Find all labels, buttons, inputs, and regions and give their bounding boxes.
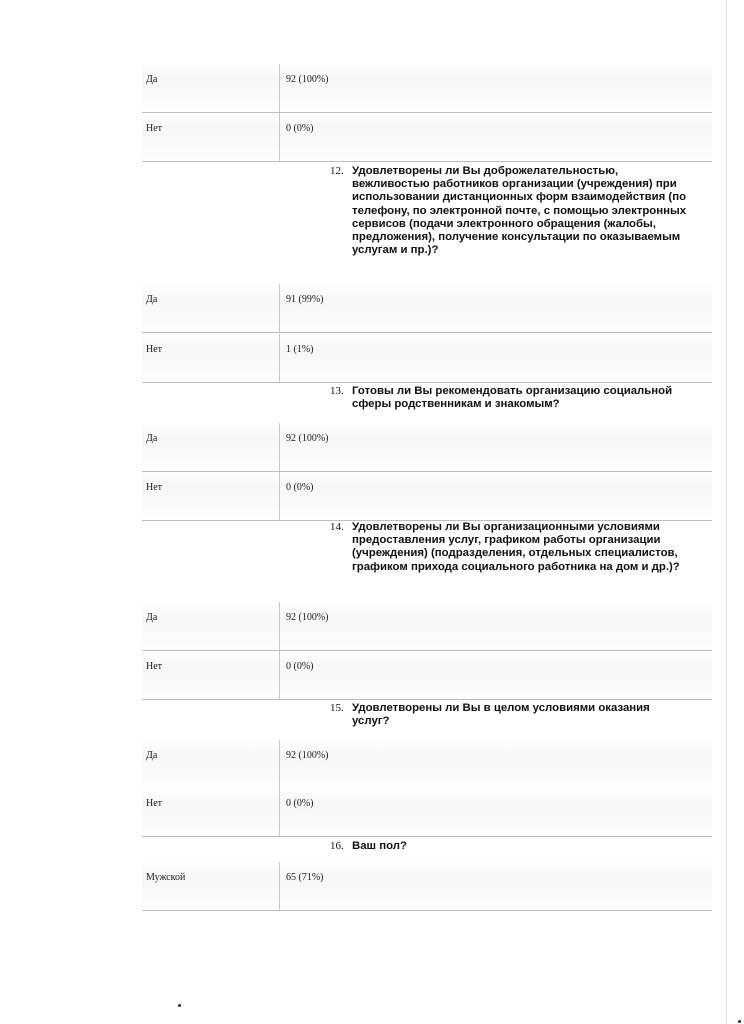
column-divider bbox=[279, 113, 280, 161]
answer-label: Да bbox=[146, 612, 158, 623]
answer-value: 0 (0%) bbox=[286, 661, 314, 672]
question-12 bbox=[330, 165, 690, 257]
question-text: Ваш пол? bbox=[352, 840, 407, 852]
question-text: Удовлетворены ли Вы организационными условиями предоставления услуг, графиком работы организации (учреждения) (подразделения, отдельных специалистов, графиком прихода социального работника на дом и др.)? bbox=[352, 521, 680, 573]
answer-value: 0 (0%) bbox=[286, 123, 314, 134]
answer-label: Да bbox=[146, 750, 158, 761]
question-number: 15. bbox=[330, 702, 344, 714]
answer-row bbox=[142, 113, 712, 162]
scan-speck bbox=[178, 1004, 181, 1007]
scan-speck bbox=[738, 1020, 741, 1023]
question-text: Удовлетворены ли Вы в целом условиями оказания услуг? bbox=[352, 702, 650, 728]
column-divider bbox=[279, 651, 280, 699]
answer-row bbox=[142, 64, 712, 113]
answer-value: 92 (100%) bbox=[286, 612, 329, 623]
answer-value: 91 (99%) bbox=[286, 294, 324, 305]
answer-label: Да bbox=[146, 433, 158, 444]
question-16 bbox=[330, 840, 690, 853]
answer-value: 65 (71%) bbox=[286, 872, 324, 883]
answer-row bbox=[142, 788, 712, 837]
answer-value: 92 (100%) bbox=[286, 433, 329, 444]
answer-row bbox=[142, 472, 712, 521]
answer-label: Нет bbox=[146, 798, 163, 809]
answer-label: Да bbox=[146, 294, 158, 305]
answer-label: Мужской bbox=[146, 872, 186, 883]
answer-value: 92 (100%) bbox=[286, 750, 329, 761]
answer-label: Да bbox=[146, 74, 158, 85]
answer-row bbox=[142, 423, 712, 472]
column-divider bbox=[279, 423, 280, 471]
answer-row bbox=[142, 602, 712, 651]
question-number: 13. bbox=[330, 385, 344, 397]
answer-row bbox=[142, 334, 712, 383]
column-divider bbox=[279, 788, 280, 836]
column-divider bbox=[279, 64, 280, 112]
answer-row bbox=[142, 284, 712, 333]
column-divider bbox=[279, 284, 280, 332]
answer-row bbox=[142, 740, 712, 789]
question-number: 12. bbox=[330, 165, 344, 177]
answer-value: 0 (0%) bbox=[286, 798, 314, 809]
answer-label: Нет bbox=[146, 344, 163, 355]
question-14 bbox=[330, 521, 690, 574]
answer-value: 92 (100%) bbox=[286, 74, 329, 85]
question-number: 16. bbox=[330, 840, 344, 852]
answer-label: Нет bbox=[146, 482, 163, 493]
answer-value: 0 (0%) bbox=[286, 482, 314, 493]
column-divider bbox=[279, 740, 280, 788]
column-divider bbox=[279, 862, 280, 910]
scan-edge-line bbox=[726, 0, 727, 1024]
question-15 bbox=[330, 702, 690, 728]
column-divider bbox=[279, 602, 280, 650]
answer-row bbox=[142, 862, 712, 911]
answer-row bbox=[142, 651, 712, 700]
column-divider bbox=[279, 472, 280, 520]
answer-label: Нет bbox=[146, 661, 163, 672]
question-number: 14. bbox=[330, 521, 344, 533]
question-text: Готовы ли Вы рекомендовать организацию социальной сферы родственникам и знакомым? bbox=[352, 385, 673, 411]
question-text: Удовлетворены ли Вы доброжелательностью, вежливостью работников организации (учреждения) при использовании дистанционных форм взаимодействия (по телефону, по электронной почте, с помощью электронных сервисов (подачи электронного обращения (жалобы, предложения), получение консультации по оказываемым услугам и пр.)? bbox=[352, 165, 687, 257]
answer-label: Нет bbox=[146, 123, 163, 134]
answer-value: 1 (1%) bbox=[286, 344, 314, 355]
question-13 bbox=[330, 385, 690, 411]
column-divider bbox=[279, 334, 280, 382]
